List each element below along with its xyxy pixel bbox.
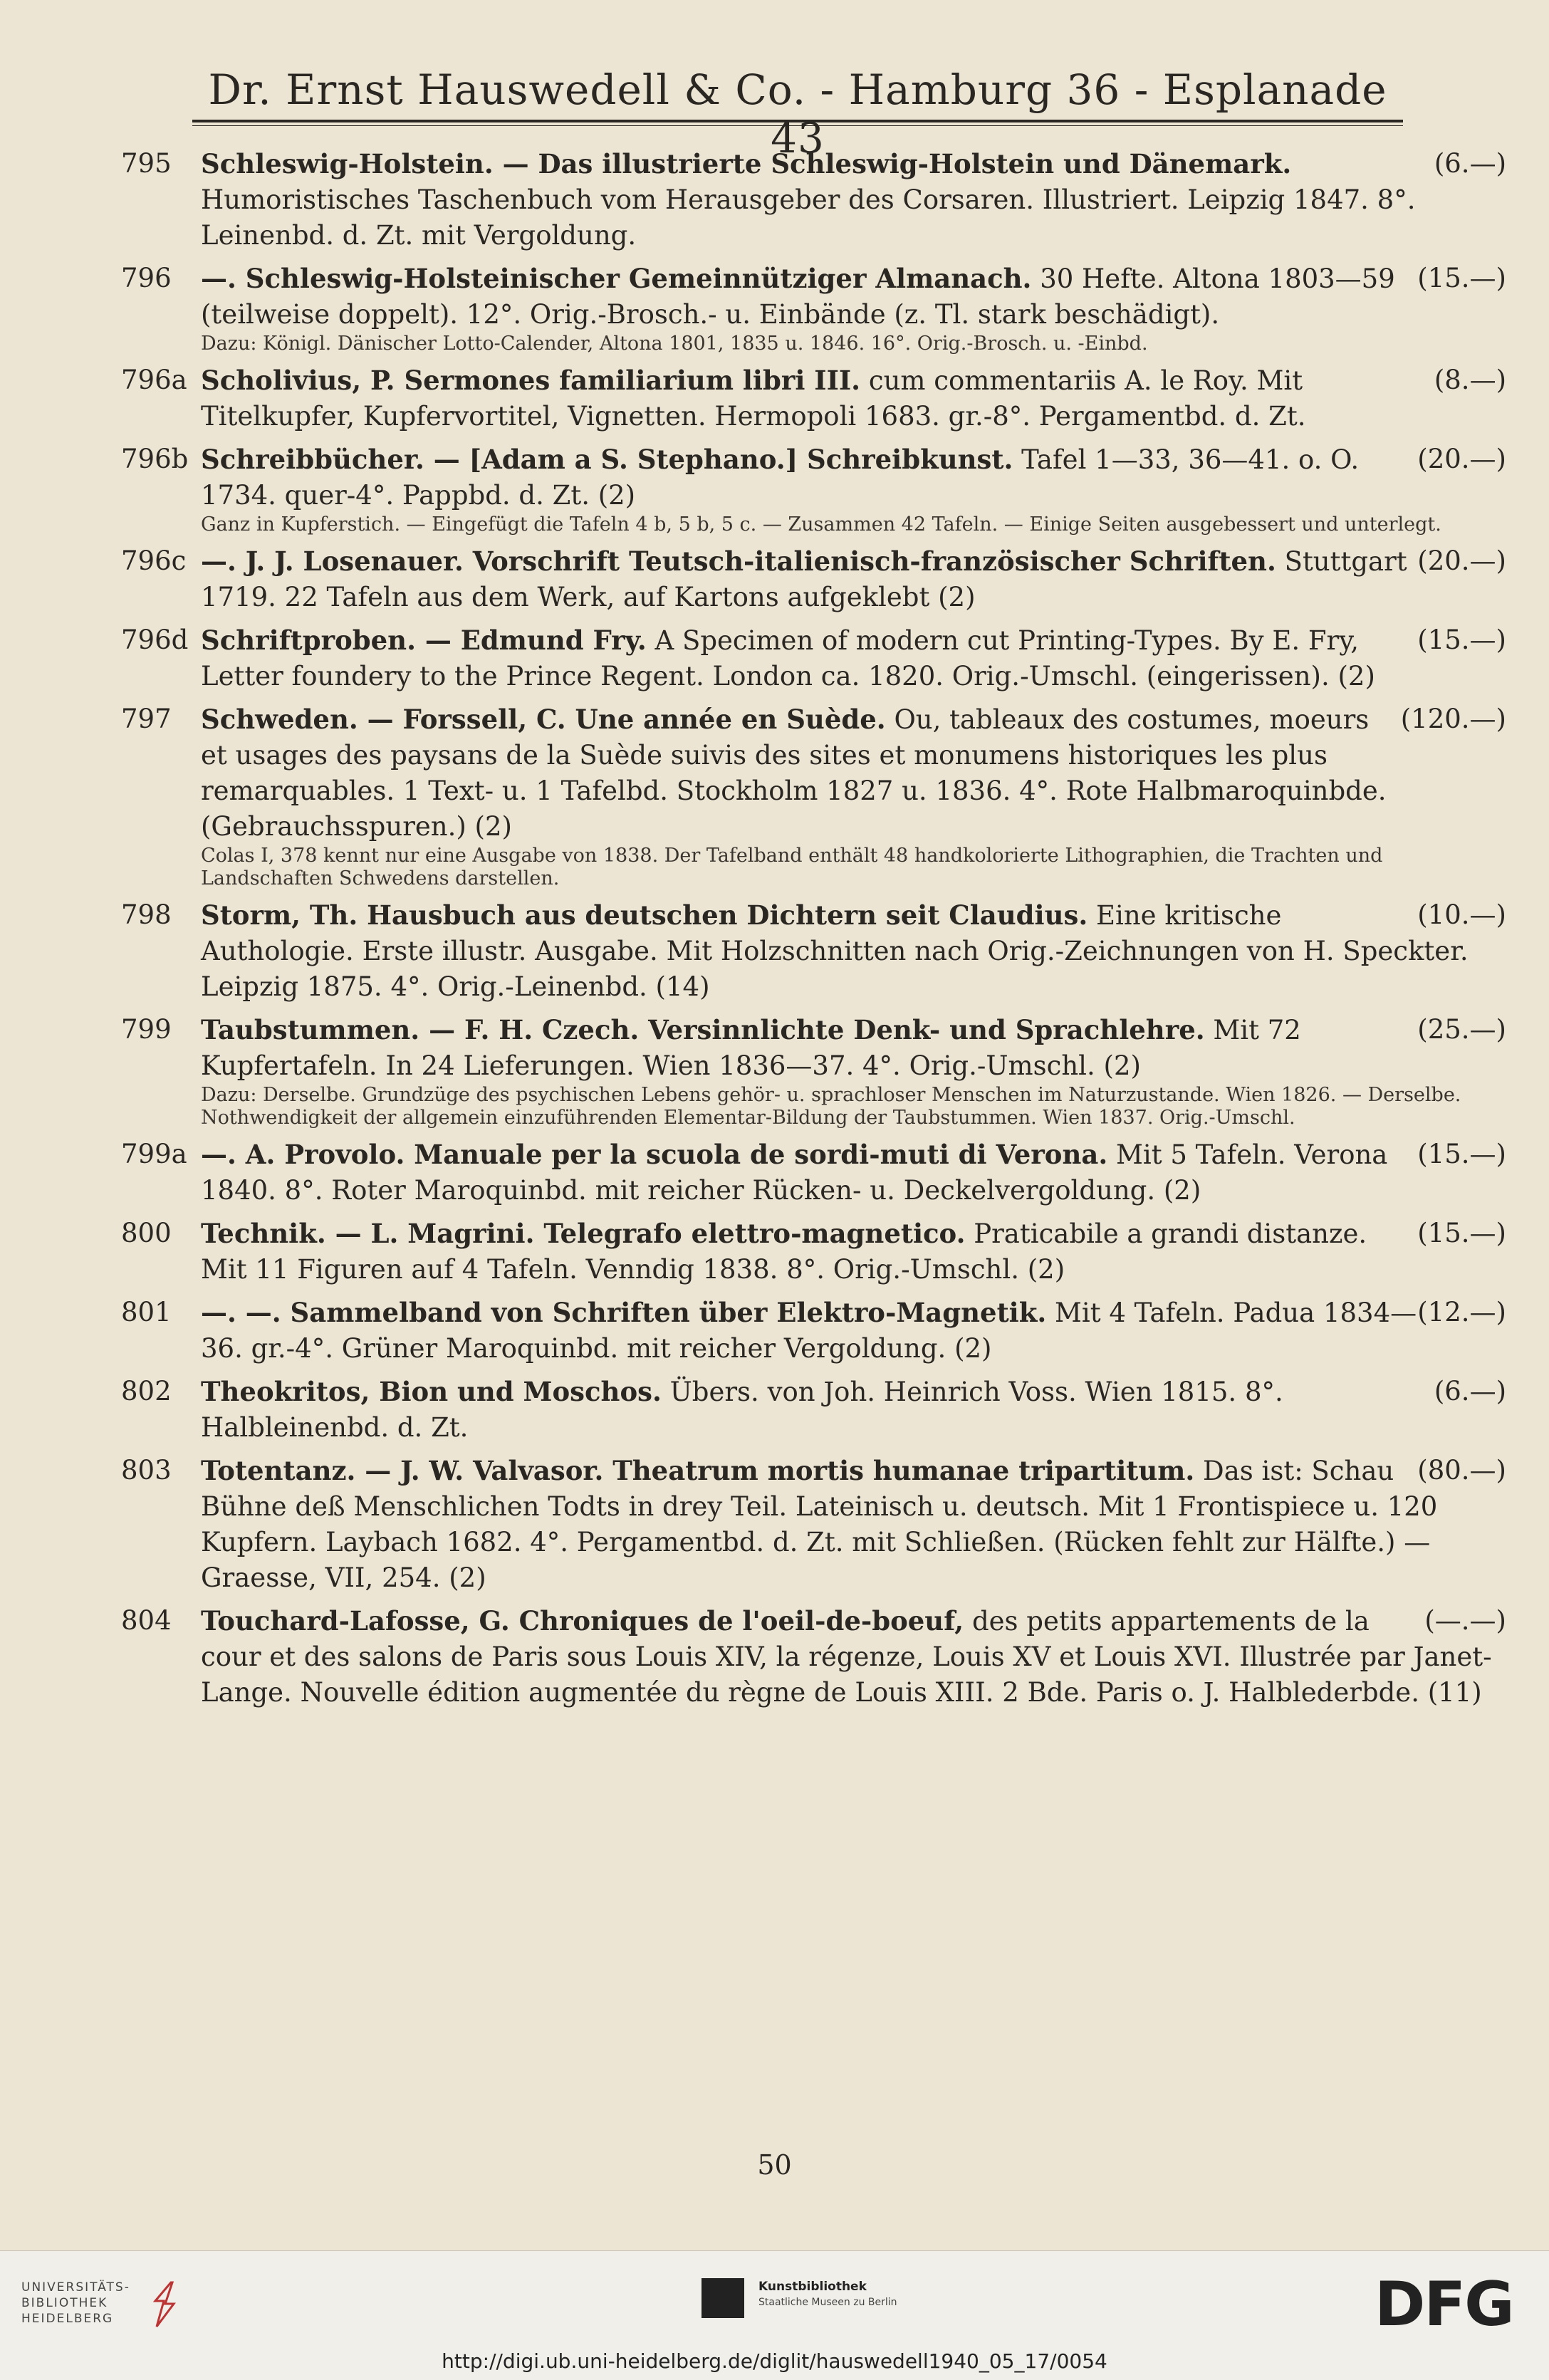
- entry-text: Praticabile a grandi distanze. Mit 11 Figuren auf 4 Tafeln. Venndig 1838. 8°. Orig.-Umschl. (2): [201, 1218, 1367, 1285]
- entry-body: [201, 1603, 1506, 1711]
- entry-text: Eine kritische Authologie. Erste illustr. Ausgabe. Mit Holzschnitten nach Orig.-Zeichnungen von H. Speckter. Leipzig 1875. 4°. Orig.-Leinenbd. (14): [201, 900, 1469, 1002]
- entry-note: Dazu: Königl. Dänischer Lotto-Calender, Altona 1801, 1835 u. 1846. 16°. Orig.-Brosch. u. -Einbd.: [201, 333, 1148, 355]
- entry-heading: —. A. Provolo. Manuale per la scuola de sordi-muti di Verona.: [201, 1139, 1108, 1170]
- entry-price: (80.—): [1417, 1455, 1506, 1486]
- entry-price: (—.—): [1424, 1605, 1506, 1636]
- catalog-entry: [121, 622, 1506, 694]
- entry-number: 798: [121, 899, 172, 930]
- entry-body: [201, 897, 1506, 1005]
- entry-heading: Technik. — L. Magrini. Telegrafo elettro-magnetico.: [201, 1218, 966, 1249]
- entry-heading: —. J. J. Losenauer. Vorschrift Teutsch-italienisch-französischer Schriften.: [201, 546, 1276, 577]
- catalog-entry: [121, 1295, 1506, 1367]
- catalog-entry: [121, 1216, 1506, 1288]
- entry-text: des petits appartements de la cour et des salons de Paris sous Louis XIV, la régenze, Louis XV et Louis XVI. Illustrée par Janet-Lange. Nouvelle édition augmentée du règne de Louis XIII. 2 Bde. Paris o. J. Halblederbde. (11): [201, 1606, 1492, 1708]
- entry-number: 796a: [121, 365, 187, 395]
- entry-number: 799a: [121, 1139, 187, 1169]
- entry-heading: Theokritos, Bion und Moschos.: [201, 1376, 662, 1407]
- entry-heading: Schweden. — Forssell, C. Une année en Suède.: [201, 704, 886, 735]
- entry-heading: Schreibbücher. — [Adam a S. Stephano.] Schreibkunst.: [201, 444, 1013, 475]
- entry-body: [201, 1012, 1506, 1084]
- entry-body: [201, 146, 1506, 254]
- entry-body: [201, 543, 1506, 615]
- entry-text: Übers. von Joh. Heinrich Voss. Wien 1815. 8°. Halbleinenbd. d. Zt.: [201, 1377, 1283, 1443]
- catalog-entry: [121, 543, 1506, 615]
- dfg-logo: DFG: [1375, 2269, 1513, 2340]
- catalog-entries: [121, 146, 1506, 1718]
- catalog-entry: [121, 1603, 1506, 1711]
- catalog-entry: [121, 146, 1506, 254]
- entry-heading: Schriftproben. — Edmund Fry.: [201, 625, 647, 656]
- catalog-entry: [121, 1012, 1506, 1129]
- entry-heading: Totentanz. — J. W. Valvasor. Theatrum mortis humanae tripartitum.: [201, 1455, 1195, 1486]
- catalog-entry: [121, 897, 1506, 1005]
- entry-text: cum commentariis A. le Roy. Mit Titelkupfer, Kupfervortitel, Vignetten. Hermopoli 1683. gr.-8°. Pergamentbd. d. Zt.: [201, 365, 1306, 432]
- entry-number: 797: [121, 704, 172, 734]
- page-header: Dr. Ernst Hauswedell & Co. - Hamburg 36 - Esplanade 43: [208, 66, 1387, 162]
- entry-text: Humoristisches Taschenbuch vom Herausgeber des Corsaren. Illustriert. Leipzig 1847. 8°. Leinenbd. d. Zt. mit Vergoldung.: [201, 184, 1416, 251]
- entry-number: 796d: [121, 625, 189, 655]
- entry-heading: Touchard-Lafosse, G. Chroniques de l'oeil-de-boeuf,: [201, 1605, 964, 1637]
- catalog-entry: [121, 442, 1506, 536]
- university-library-logo-text: [21, 2280, 130, 2327]
- entry-price: (25.—): [1417, 1014, 1506, 1045]
- entry-text: Stuttgart 1719. 22 Tafeln aus dem Werk, auf Kartons aufgeklebt (2): [201, 546, 1407, 612]
- entry-price: (15.—): [1417, 263, 1506, 293]
- entry-body: [201, 622, 1506, 694]
- entry-text: A Specimen of modern cut Printing-Types. By E. Fry, Letter foundery to the Prince Regent. London ca. 1820. Orig.-Umschl. (eingerissen). (2): [201, 625, 1375, 691]
- entry-body: [201, 1374, 1506, 1446]
- entry-text: Mit 72 Kupfertafeln. In 24 Lieferungen. Wien 1836—37. 4°. Orig.-Umschl. (2): [201, 1015, 1301, 1081]
- uni-line: HEIDELBERG: [21, 2312, 114, 2326]
- entry-price: (15.—): [1417, 1139, 1506, 1169]
- entry-body: [201, 362, 1506, 434]
- entry-note: Dazu: Derselbe. Grundzüge des psychischen Lebens gehör- u. sprachloser Menschen im Naturzustande. Wien 1826. — Derselbe. Nothwendigkeit der allgemein einzuführenden Elementar-Bildung der Taubstummen. Wien 1837. Orig.-Umschl.: [201, 1084, 1461, 1129]
- entry-number: 801: [121, 1297, 172, 1327]
- entry-price: (120.—): [1400, 704, 1506, 734]
- kunstbibliothek-title: Kunstbibliothek: [758, 2280, 867, 2294]
- entry-number: 800: [121, 1218, 172, 1248]
- entry-text: Ou, tableaux des costumes, moeurs et usages des paysans de la Suède suivis des sites et monumens historiques les plus remarquables. 1 Text- u. 1 Tafelbd. Stockholm 1827 u. 1836. 4°. Rote Halbmaroquinbde. (Gebrauchsspuren.) (2): [201, 704, 1387, 842]
- entry-heading: —. —. Sammelband von Schriften über Elektro-Magnetik.: [201, 1297, 1047, 1328]
- header-rule: [192, 120, 1403, 122]
- entry-number: 802: [121, 1376, 172, 1406]
- entry-heading: Storm, Th. Hausbuch aus deutschen Dichtern seit Claudius.: [201, 899, 1088, 931]
- catalog-entry: [121, 1453, 1506, 1596]
- footer-bar: [0, 2250, 1549, 2380]
- source-url-link[interactable]: http://digi.ub.uni-heidelberg.de/diglit/hauswedell1940_05_17/0054: [442, 2349, 1107, 2373]
- entry-body: [201, 261, 1506, 333]
- entry-text: Mit 5 Tafeln. Verona 1840. 8°. Roter Maroquinbd. mit reicher Rücken- u. Deckelvergoldung. (2): [201, 1139, 1388, 1206]
- entry-price: (20.—): [1417, 444, 1506, 474]
- entry-heading: —. Schleswig-Holsteinischer Gemeinnütziger Almanach.: [201, 263, 1032, 294]
- entry-note: Ganz in Kupferstich. — Eingefügt die Tafeln 4 b, 5 b, 5 c. — Zusammen 42 Tafeln. — Einige Seiten ausgebessert und unterlegt.: [201, 513, 1441, 536]
- entry-number: 796b: [121, 444, 189, 474]
- entry-text: 30 Hefte. Altona 1803—59 (teilweise doppelt). 12°. Orig.-Brosch.- u. Einbände (z. Tl. stark beschädigt).: [201, 263, 1395, 330]
- entry-heading: Scholivius, P. Sermones familiarium libri III.: [201, 365, 861, 396]
- entry-body: [201, 442, 1506, 513]
- entry-heading: Taubstummen. — F. H. Czech. Versinnlichte Denk- und Sprachlehre.: [201, 1014, 1205, 1045]
- entry-body: [201, 1137, 1506, 1209]
- kunstbibliothek-logo-icon: [702, 2278, 744, 2318]
- entry-body: [201, 701, 1506, 845]
- entry-number: 804: [121, 1605, 172, 1636]
- catalog-entry: [121, 261, 1506, 355]
- catalog-entry: [121, 362, 1506, 434]
- kunstbibliothek-subtitle: Staatliche Museen zu Berlin: [758, 2297, 897, 2308]
- entry-text: Das ist: Schau Bühne deß Menschlichen Todts in drey Teil. Lateinisch u. deutsch. Mit 1 Frontispiece u. 120 Kupfern. Laybach 1682. 4°. Pergamentbd. d. Zt. mit Schließen. (Rücken fehlt zur Hälfte.) — Graesse, VII, 254. (2): [201, 1456, 1438, 1593]
- entry-number: 799: [121, 1014, 172, 1045]
- entry-body: [201, 1295, 1506, 1367]
- catalog-entry: [121, 701, 1506, 890]
- uni-line: BIBLIOTHEK: [21, 2296, 108, 2310]
- entry-price: (12.—): [1417, 1297, 1506, 1327]
- entry-number: 795: [121, 148, 172, 179]
- entry-number: 796: [121, 263, 172, 293]
- catalog-entry: [121, 1374, 1506, 1446]
- entry-heading: Schleswig-Holstein. — Das illustrierte Schleswig-Holstein und Dänemark.: [201, 148, 1292, 179]
- entry-price: (8.—): [1434, 365, 1506, 395]
- header-rule-thin: [192, 125, 1403, 126]
- entry-body: [201, 1216, 1506, 1288]
- entry-note: Colas I, 378 kennt nur eine Ausgabe von 1838. Der Tafelband enthält 48 handkolorierte Lithographien, die Trachten und Landschaften Schwedens darstellen.: [201, 845, 1383, 889]
- entry-body: [201, 1453, 1506, 1596]
- entry-price: (20.—): [1417, 546, 1506, 576]
- entry-price: (15.—): [1417, 1218, 1506, 1248]
- university-logo-icon: [150, 2280, 178, 2329]
- page-number: 50: [757, 2149, 792, 2181]
- entry-price: (15.—): [1417, 625, 1506, 655]
- entry-number: 796c: [121, 546, 187, 576]
- uni-line: UNIVERSITÄTS-: [21, 2280, 130, 2295]
- entry-text: Tafel 1—33, 36—41. o. O. 1734. quer-4°. Pappbd. d. Zt. (2): [201, 444, 1360, 511]
- entry-price: (6.—): [1434, 148, 1506, 179]
- entry-number: 803: [121, 1455, 172, 1486]
- entry-text: Mit 4 Tafeln. Padua 1834—36. gr.-4°. Grüner Maroquinbd. mit reicher Vergoldung. (2): [201, 1298, 1417, 1364]
- entry-price: (6.—): [1434, 1376, 1506, 1406]
- catalog-entry: [121, 1137, 1506, 1209]
- entry-price: (10.—): [1417, 899, 1506, 930]
